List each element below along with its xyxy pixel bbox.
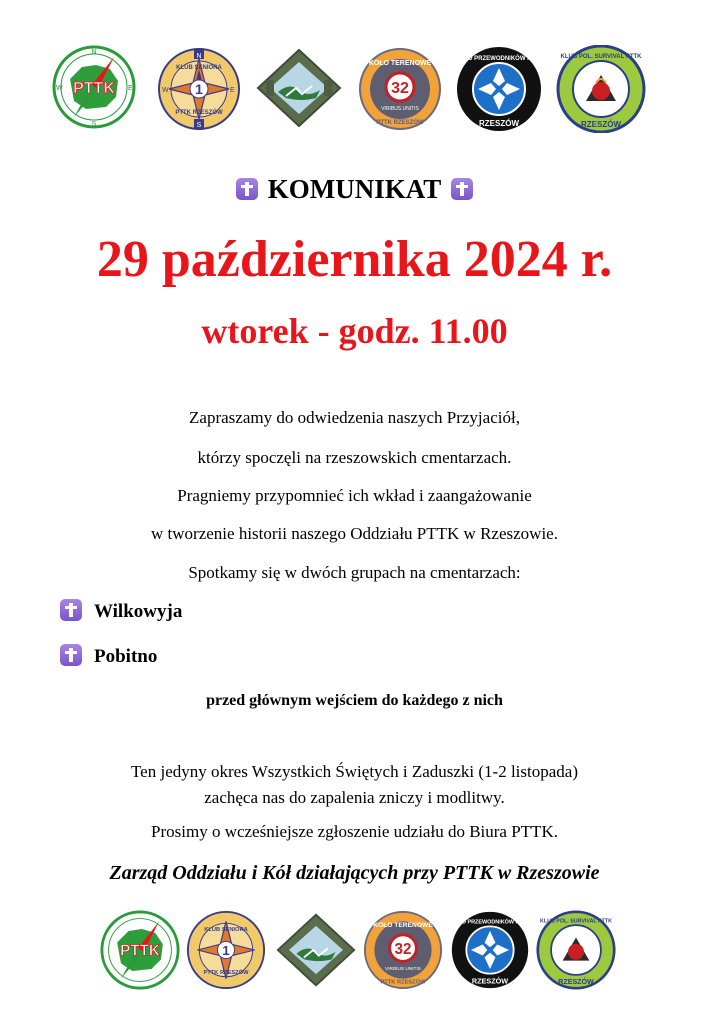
intro-line: Spotkamy się w dwóch grupach na cmentarzach: xyxy=(188,563,521,582)
kolo-terenowe-32-logo xyxy=(363,910,443,990)
svg-text:N: N xyxy=(91,49,97,56)
pttk-map-logo xyxy=(52,45,136,129)
bottom-logo-row xyxy=(0,908,709,998)
przewodnikow-top-text: KOŁO PRZEWODNIKÓW PTTK xyxy=(450,919,530,926)
klub-seniora-logo xyxy=(186,910,266,990)
cemetery-list-item xyxy=(60,601,182,624)
survival-top-text: KLUB POL. SURVIVAL PTTK xyxy=(560,54,642,60)
cross-icon xyxy=(451,178,473,200)
kolo-terenowe-top-text: KOŁO TERENOWE xyxy=(373,922,433,930)
cemetery-name: Pobitno xyxy=(94,646,158,667)
cemetery-name: Wilkowyja xyxy=(94,601,183,622)
svg-text:E: E xyxy=(128,85,133,92)
page-title xyxy=(0,174,709,205)
closing-line: Prosimy o wcześniejsze zgłoszenie udziału do Biura PTTK. xyxy=(151,822,558,841)
survival-bottom-text: RZESZÓW xyxy=(581,120,621,129)
klub-seniora-logo xyxy=(157,47,241,131)
event-time: wtorek - godz. 11.00 xyxy=(201,311,508,351)
kolo-terenowe-32-logo xyxy=(358,47,442,131)
klub-seniora-bottom-text: PTTK RZESZÓW xyxy=(175,110,223,116)
intro-line: w tworzenie historii naszego Oddziału PTTK w Rzeszowie. xyxy=(151,524,558,543)
klub-survival-logo xyxy=(556,45,646,133)
cross-icon xyxy=(60,644,82,666)
cross-icon xyxy=(236,178,258,200)
svg-text:1: 1 xyxy=(195,81,203,97)
svg-text:S: S xyxy=(196,122,202,129)
signature: Zarząd Oddziału i Kół działających przy PTTK w Rzeszowie xyxy=(109,862,600,884)
svg-text:W: W xyxy=(56,85,63,92)
przewodnikow-top-text: KOŁO PRZEWODNIKÓW PTTK xyxy=(455,56,543,62)
klub-seniora-bottom-text: PTTK RZESZÓW xyxy=(203,969,249,976)
survival-bottom-text: RZESZÓW xyxy=(558,977,594,986)
intro-line: Pragniemy przypomnieć ich wkład i zaangażowanie xyxy=(177,486,532,505)
svg-text:1: 1 xyxy=(222,942,230,958)
svg-text:S: S xyxy=(91,121,97,128)
top-logo-row xyxy=(0,45,709,135)
meeting-place: przed głównym wejściem do każdego z nich xyxy=(206,692,503,709)
pttk-logo-text: PTTK xyxy=(73,80,115,97)
kolo-terenowe-top-text: KOŁO TERENOWE xyxy=(368,60,432,67)
cemetery-list-item xyxy=(60,646,157,669)
kolo-terenowe-number: 32 xyxy=(391,80,409,97)
pttk-map-logo xyxy=(100,910,180,990)
klub-survival-logo xyxy=(536,910,616,990)
klub-seniora-top-text: KLUB SENIORA xyxy=(204,926,248,933)
kolo-przewodnikow-logo xyxy=(455,46,543,132)
cross-icon xyxy=(60,599,82,621)
kolo-terenowe-motto: VIRIBUS UNITIS xyxy=(385,967,421,972)
closing-line: Ten jedyny okres Wszystkich Świętych i Zaduszki (1-2 listopada) xyxy=(130,762,578,781)
kolo-terenowe-number: 32 xyxy=(394,940,412,958)
svg-text:N: N xyxy=(196,53,202,60)
klub-seniora-top-text: KLUB SENIORA xyxy=(176,65,222,71)
event-date: 29 października 2024 r. xyxy=(96,231,613,288)
svg-text:E: E xyxy=(230,87,235,94)
title-text: KOMUNIKAT xyxy=(267,174,442,204)
svg-text:W: W xyxy=(162,87,169,94)
closing-line: zachęca nas do zapalenia zniczy i modlitwy. xyxy=(204,788,505,807)
intro-line: którzy spoczęli na rzeszowskich cmentarzach. xyxy=(197,448,512,467)
intro-line: Zapraszamy do odwiedzenia naszych Przyjaciół, xyxy=(189,408,520,427)
oddzial-badge-logo xyxy=(276,912,356,988)
kolo-terenowe-bottom-text: PTTK RZESZÓW xyxy=(376,120,424,126)
pttk-logo-text: PTTK xyxy=(120,942,160,960)
przewodnikow-bottom-text: RZESZÓW xyxy=(479,119,519,128)
przewodnikow-bottom-text: RZESZÓW xyxy=(471,976,509,986)
kolo-przewodnikow-logo xyxy=(450,910,530,990)
kolo-terenowe-motto: VIRIBUS UNITIS xyxy=(381,106,419,112)
oddzial-badge-logo xyxy=(256,48,342,128)
survival-top-text: KLUB POL. SURVIVAL PTTK xyxy=(540,918,612,925)
kolo-terenowe-bottom-text: PTTK RZESZÓW xyxy=(380,979,426,986)
